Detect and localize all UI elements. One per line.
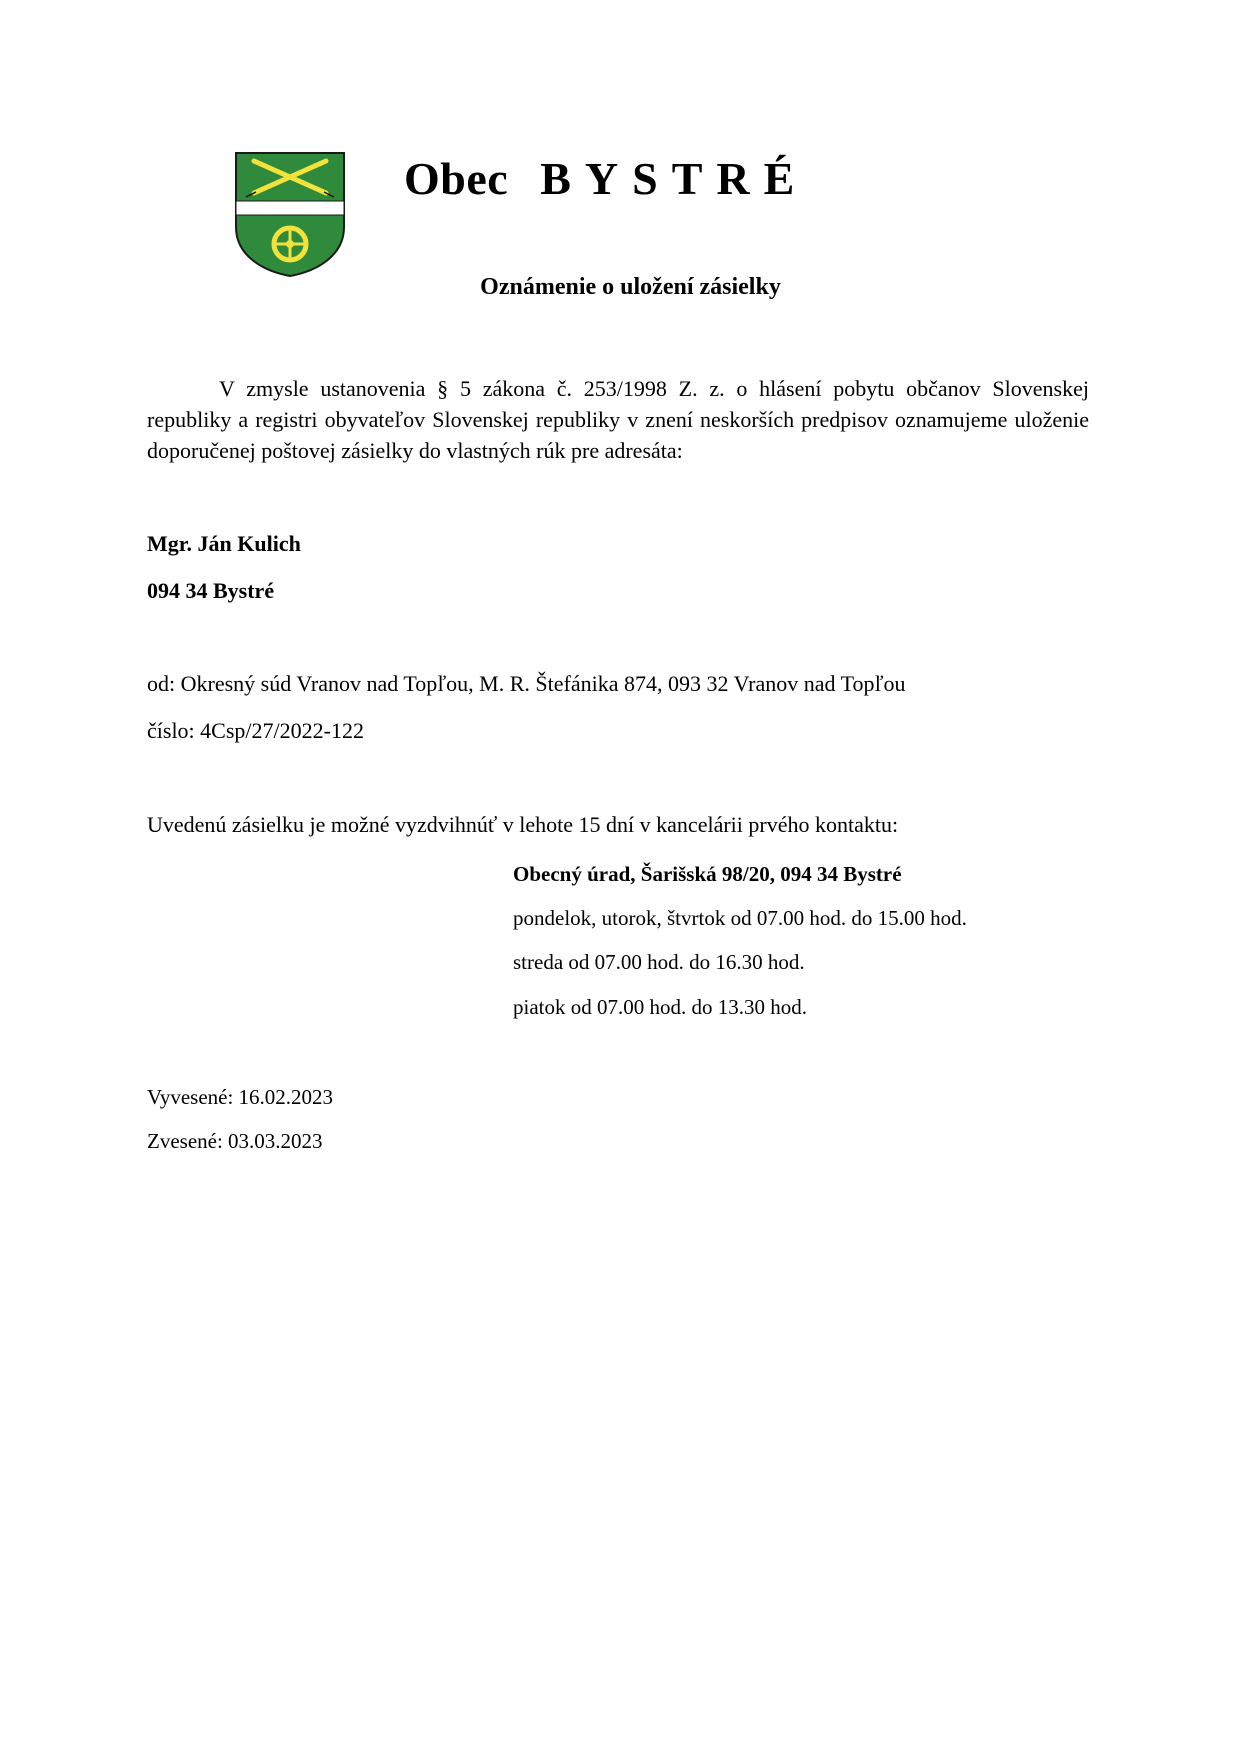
title-prefix: Obec [404,153,509,204]
sender-line: od: Okresný súd Vranov nad Topľou, M. R. Štefánika 874, 093 32 Vranov nad Topľou [147,671,906,696]
reference-number: číslo: 4Csp/27/2022-122 [147,718,364,743]
posted-date: Vyvesené: 16.02.2023 [147,1085,334,1109]
pickup-note: Uvedenú zásielku je možné vyzdvihnúť v lehote 15 dní v kancelárii prvého kontaktu: [147,812,899,837]
page-title [404,152,808,205]
intro-paragraph: V zmysle ustanovenia § 5 zákona č. 253/1998 Z. z. o hlásení pobytu občanov Slovenskej republiky a registri obyvateľov Slovenskej republiky v znení neskorších predpisov oznamujeme uloženie doporučenej poštovej zásielky do vlastných rúk pre adresáta: [147,376,1089,463]
office-hours-line: streda od 07.00 hod. do 16.30 hod. [513,950,805,974]
office-address: Obecný úrad, Šarišská 98/20, 094 34 Bystré [513,862,902,886]
title-village-name: BYSTRÉ [540,153,809,204]
office-hours-line: piatok od 07.00 hod. do 13.30 hod. [513,995,807,1019]
coat-of-arms-icon [232,149,348,279]
recipient-name: Mgr. Ján Kulich [147,531,301,556]
document-subtitle: Oznámenie o uložení zásielky [480,274,781,300]
recipient-address: 094 34 Bystré [147,578,275,603]
office-hours-line: pondelok, utorok, štvrtok od 07.00 hod. do 15.00 hod. [513,906,967,930]
removed-date: Zvesené: 03.03.2023 [147,1129,323,1153]
